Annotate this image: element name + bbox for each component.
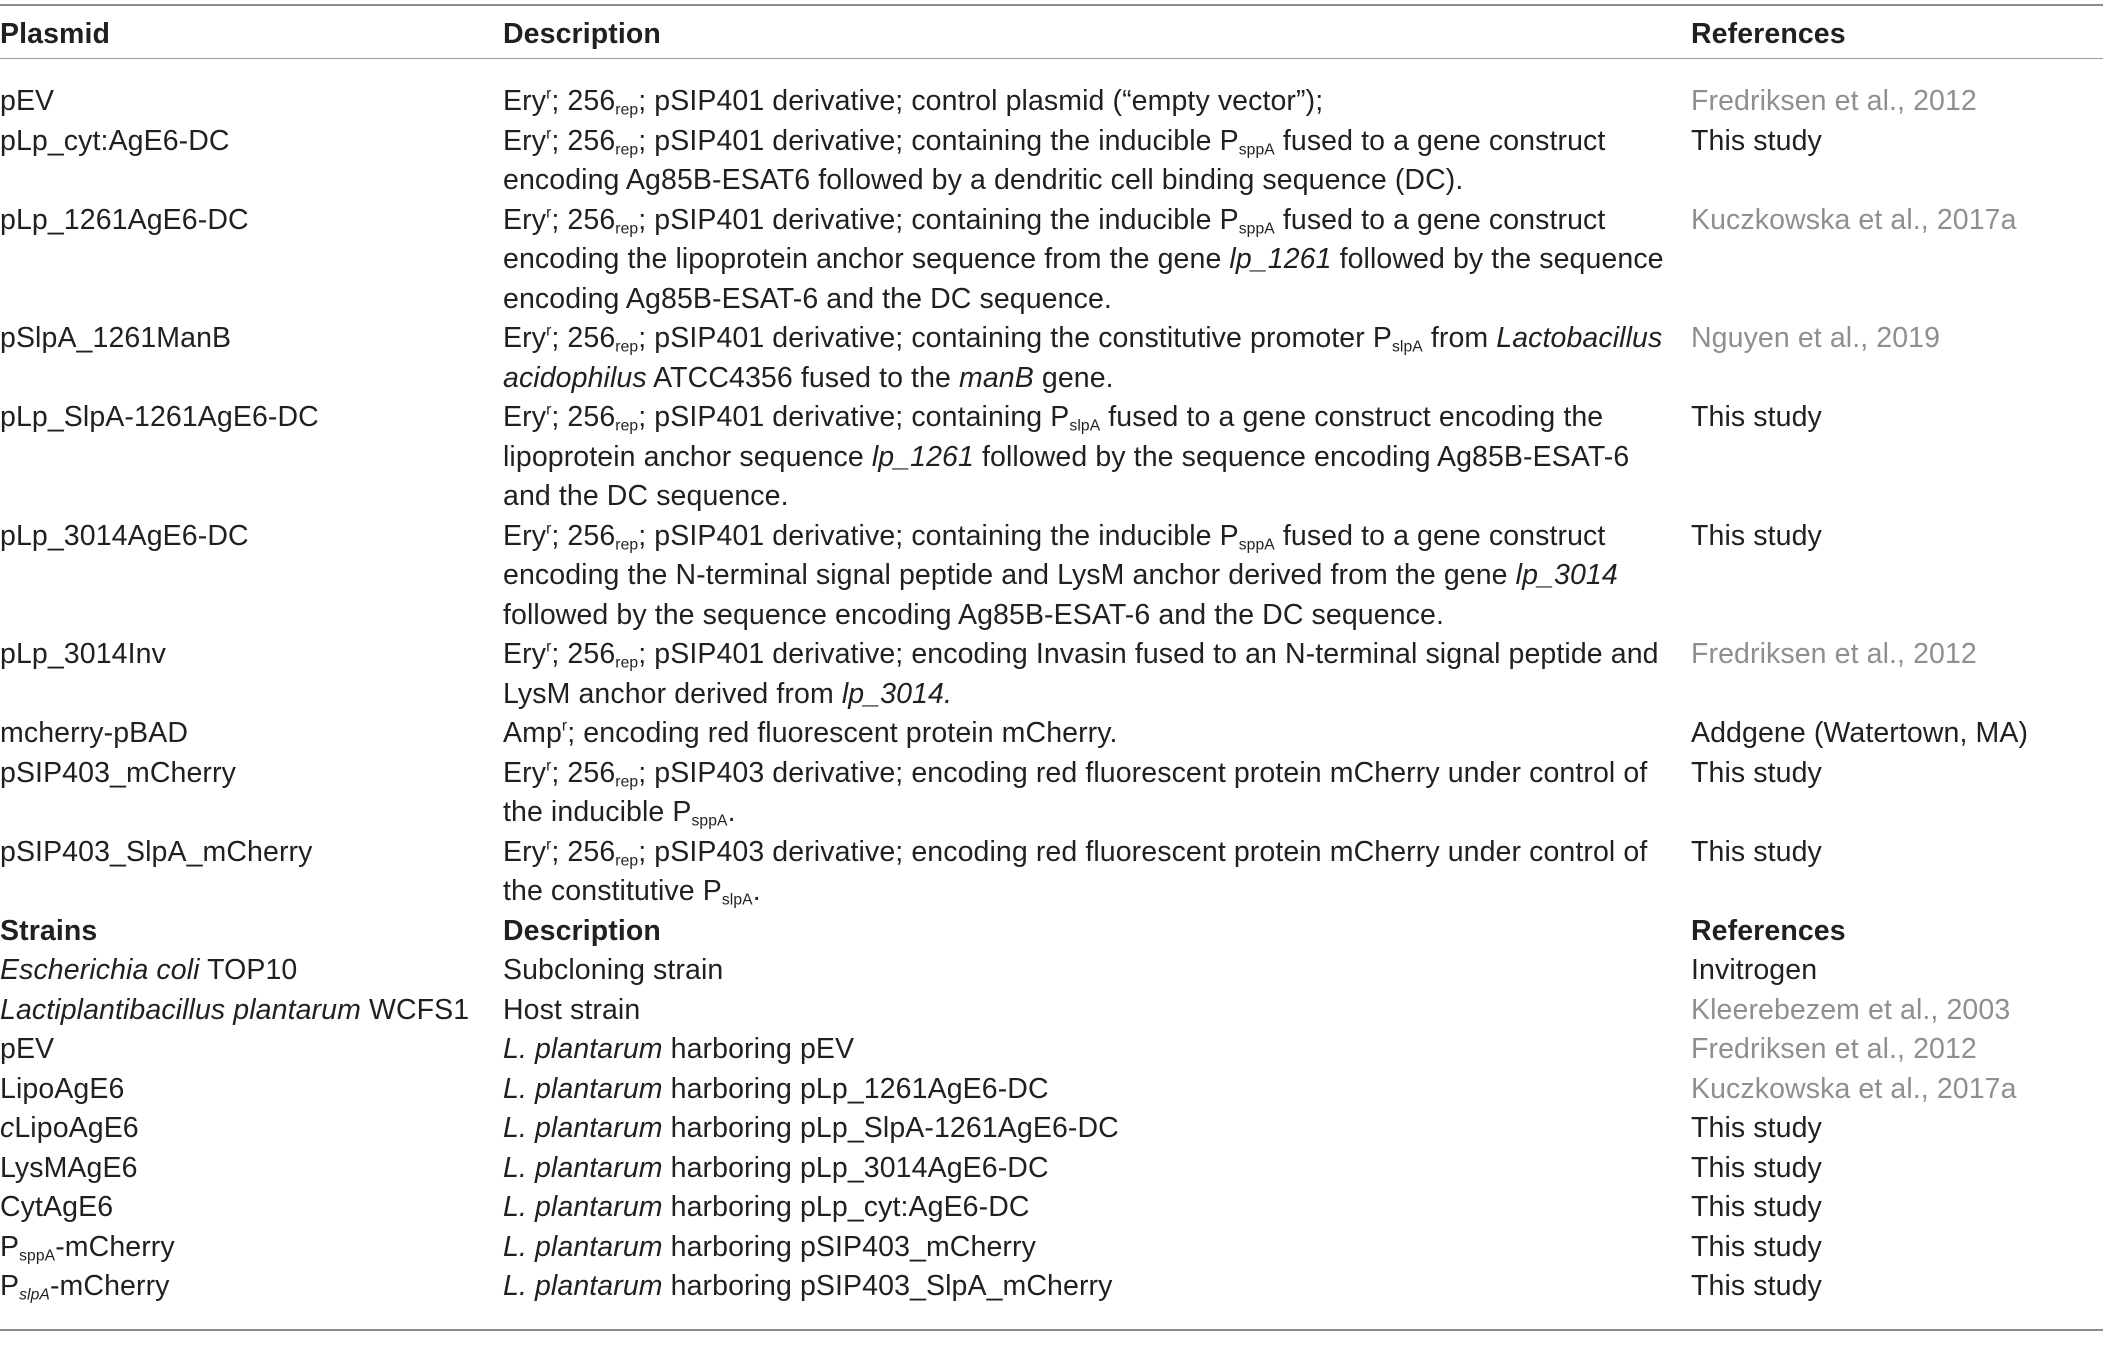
text-segment: lp_3014 bbox=[1515, 559, 1618, 591]
text-segment: pSlpA_1261ManB bbox=[0, 322, 232, 354]
text-segment: L. plantarum bbox=[503, 1230, 663, 1263]
text-segment: ; 256 bbox=[551, 638, 616, 670]
text-segment: r bbox=[546, 85, 552, 103]
text-segment: P bbox=[0, 1270, 20, 1302]
text-segment: fused to a gene construct encoding the lipoprotein anchor sequence from the gene bbox=[503, 203, 1606, 275]
text-segment: harboring pSIP403_mCherry bbox=[662, 1230, 1036, 1263]
text-segment: r bbox=[546, 124, 552, 142]
text-segment: r bbox=[546, 203, 552, 221]
plasmid-name bbox=[0, 319, 490, 359]
text-segment: ; pSIP401 derivative; containing the inducible P bbox=[638, 124, 1239, 157]
strain-name bbox=[0, 1188, 490, 1228]
reference-text: This study bbox=[1691, 835, 1822, 868]
text-segment: ; 256 bbox=[551, 322, 616, 354]
text-segment: r bbox=[546, 401, 552, 419]
text-segment: ; pSIP403 derivative; encoding red fluorescent protein mCherry under control of the inducible P bbox=[503, 756, 1648, 828]
text-segment: rep bbox=[615, 536, 639, 554]
text-segment: ; 256 bbox=[551, 519, 616, 552]
strain-name bbox=[0, 991, 490, 1031]
text-segment: pLp_3014AgE6-DC bbox=[0, 519, 249, 552]
text-segment: ; pSIP401 derivative; containing the inducible P bbox=[638, 519, 1239, 552]
text-segment: manB bbox=[959, 361, 1034, 394]
plasmid-description bbox=[503, 714, 1668, 754]
text-segment: Ery bbox=[503, 85, 547, 117]
plasmid-name bbox=[0, 754, 490, 794]
reference-text: This study bbox=[1691, 124, 1822, 157]
reference-text: This study bbox=[1691, 1230, 1822, 1263]
text-segment: followed by the sequence encoding Ag85B-ESAT-6 and the DC sequence. bbox=[503, 598, 1444, 631]
text-segment: Escherichia coli bbox=[0, 954, 200, 986]
plasmid-name bbox=[0, 122, 490, 162]
text-segment: sppA bbox=[1238, 536, 1275, 554]
text-segment: Ery bbox=[503, 401, 547, 433]
strain-description bbox=[503, 1188, 1668, 1228]
text-segment: sppA bbox=[1238, 220, 1275, 238]
plasmid-name bbox=[0, 517, 490, 557]
text-segment: fused to a gene construct encoding the lipoprotein anchor sequence bbox=[503, 401, 1604, 473]
plasmid-description bbox=[503, 635, 1668, 714]
text-segment: TOP10 bbox=[199, 954, 298, 986]
text-segment: slpA bbox=[1391, 338, 1423, 356]
text-segment: ATCC4356 fused to the bbox=[646, 361, 959, 394]
text-segment: ; pSIP401 derivative; containing the constitutive promoter P bbox=[638, 322, 1392, 354]
header-strain-references: References bbox=[1691, 914, 1846, 947]
strain-name bbox=[0, 1228, 490, 1268]
text-segment: L. plantarum bbox=[503, 1112, 663, 1144]
text-segment: pLp_1261AgE6-DC bbox=[0, 203, 249, 236]
strain-description bbox=[503, 951, 1668, 991]
text-segment: Ery bbox=[503, 203, 547, 236]
plasmid-name bbox=[0, 833, 490, 873]
text-segment: sppA bbox=[691, 812, 728, 830]
text-segment: ; pSIP403 derivative; encoding red fluorescent protein mCherry under control of the constitutive P bbox=[503, 835, 1648, 907]
text-segment: pLp_3014Inv bbox=[0, 638, 166, 670]
text-segment: ; 256 bbox=[551, 85, 616, 117]
text-segment: slpA bbox=[19, 1286, 50, 1304]
text-segment: ; 256 bbox=[551, 835, 616, 868]
text-segment: sppA bbox=[19, 1247, 56, 1265]
text-segment: ; 256 bbox=[551, 203, 616, 236]
text-segment: L. plantarum bbox=[503, 1072, 663, 1105]
plasmid-name bbox=[0, 201, 490, 241]
strain-description bbox=[503, 1267, 1668, 1307]
text-segment: followed by the sequence encoding Ag85B-ESAT-6 and the DC sequence. bbox=[503, 440, 1630, 512]
text-segment: pEV bbox=[0, 1033, 55, 1065]
text-segment: rep bbox=[615, 220, 639, 238]
reference-link[interactable]: Kuczkowska et al., 2017a bbox=[1691, 203, 2017, 236]
reference-link[interactable]: Kuczkowska et al., 2017a bbox=[1691, 1072, 2017, 1105]
text-segment: harboring pEV bbox=[662, 1033, 855, 1065]
text-segment: Ery bbox=[503, 124, 547, 157]
reference-link[interactable]: Fredriksen et al., 2012 bbox=[1691, 1033, 1977, 1065]
table-bottom-rule bbox=[0, 1329, 2103, 1331]
text-segment: . bbox=[727, 796, 736, 828]
strain-description bbox=[503, 1070, 1668, 1110]
text-segment: Ery bbox=[503, 322, 547, 354]
plasmid-name bbox=[0, 82, 490, 122]
text-segment: r bbox=[546, 638, 552, 656]
text-segment: followed by the sequence encoding Ag85B-ESAT-6 and the DC sequence. bbox=[503, 243, 1664, 315]
text-segment: mcherry-pBAD bbox=[0, 717, 189, 749]
text-segment: LipoAgE6 bbox=[0, 1072, 125, 1105]
text-segment: slpA bbox=[1069, 417, 1101, 435]
reference-link[interactable]: Fredriksen et al., 2012 bbox=[1691, 638, 1977, 670]
text-segment: lp_3014. bbox=[841, 677, 952, 710]
text-segment: rep bbox=[615, 101, 639, 119]
text-segment: ; 256 bbox=[551, 756, 616, 789]
strain-description bbox=[503, 1030, 1668, 1070]
strain-name bbox=[0, 1267, 490, 1307]
text-segment: ; pSIP401 derivative; encoding Invasin fused to an N-terminal signal peptide and LysM anchor derived from bbox=[503, 638, 1659, 710]
text-segment: pLp_SlpA-1261AgE6-DC bbox=[0, 401, 319, 433]
plasmid-description bbox=[503, 517, 1668, 636]
text-segment: harboring pLp_SlpA-1261AgE6-DC bbox=[662, 1112, 1119, 1144]
reference-text: This study bbox=[1691, 519, 1822, 552]
text-segment: -mCherry bbox=[49, 1270, 170, 1302]
text-segment: pLp_cyt:AgE6-DC bbox=[0, 124, 230, 157]
text-segment: pSIP403_SlpA_mCherry bbox=[0, 835, 313, 868]
text-segment: -mCherry bbox=[55, 1230, 175, 1263]
text-segment: r bbox=[546, 756, 552, 774]
header-references: References bbox=[1691, 18, 1846, 50]
text-segment: P bbox=[0, 1230, 20, 1263]
text-segment: harboring pLp_3014AgE6-DC bbox=[662, 1151, 1049, 1184]
plasmid-name bbox=[0, 635, 490, 675]
plasmid-description bbox=[503, 833, 1668, 912]
text-segment: CytAgE6 bbox=[0, 1191, 114, 1223]
text-segment: pEV bbox=[0, 85, 55, 117]
strain-name bbox=[0, 1109, 490, 1149]
text-segment: fused to a gene construct encoding the N-terminal signal peptide and LysM anchor derived from the gene bbox=[503, 519, 1606, 591]
text-segment: ; encoding red fluorescent protein mCherry. bbox=[567, 717, 1118, 749]
text-segment: Amp bbox=[503, 717, 562, 749]
text-segment: ; pSIP401 derivative; containing the inducible P bbox=[638, 203, 1239, 236]
text-segment: L. plantarum bbox=[503, 1191, 663, 1223]
text-segment: Ery bbox=[503, 756, 547, 789]
text-segment: r bbox=[546, 322, 552, 340]
text-segment: rep bbox=[615, 852, 639, 870]
text-segment: rep bbox=[615, 773, 639, 791]
strain-name bbox=[0, 1070, 490, 1110]
header-divider-rule bbox=[0, 58, 2103, 59]
reference-text: This study bbox=[1691, 756, 1822, 789]
text-segment: WCFS1 bbox=[360, 993, 470, 1026]
text-segment: pSIP403_mCherry bbox=[0, 756, 236, 789]
strain-description bbox=[503, 991, 1668, 1031]
strain-name bbox=[0, 1030, 490, 1070]
text-segment: Ery bbox=[503, 835, 547, 868]
header-strains: Strains bbox=[0, 914, 98, 947]
text-segment: rep bbox=[615, 417, 639, 435]
text-segment: r bbox=[561, 717, 568, 735]
header-strain-description: Description bbox=[503, 914, 661, 947]
plasmid-description bbox=[503, 398, 1668, 517]
text-segment: Lactobacillus acidophilus bbox=[503, 322, 1663, 394]
text-segment: Host strain bbox=[503, 993, 641, 1026]
strain-name bbox=[0, 1149, 490, 1189]
header-plasmid: Plasmid bbox=[0, 18, 110, 50]
reference-text: Invitrogen bbox=[1691, 954, 1818, 986]
text-segment: harboring pSIP403_SlpA_mCherry bbox=[662, 1270, 1113, 1302]
text-segment: fused to a gene construct encoding Ag85B-ESAT6 followed by a dendritic cell binding sequence (DC). bbox=[503, 124, 1606, 196]
text-segment: ; pSIP401 derivative; control plasmid (“empty vector”); bbox=[638, 85, 1324, 117]
text-segment: harboring pLp_1261AgE6-DC bbox=[662, 1072, 1049, 1105]
text-segment: L. plantarum bbox=[503, 1270, 663, 1302]
strain-description bbox=[503, 1228, 1668, 1268]
reference-link[interactable]: Fredriksen et al., 2012 bbox=[1691, 85, 1977, 117]
text-segment: L. plantarum bbox=[503, 1151, 663, 1184]
reference-text: This study bbox=[1691, 401, 1822, 433]
text-segment: slpA bbox=[721, 891, 753, 909]
text-segment: Subcloning strain bbox=[503, 954, 724, 986]
text-segment: lp_1261 bbox=[871, 440, 974, 473]
plasmid-description bbox=[503, 754, 1668, 833]
text-segment: . bbox=[752, 875, 761, 907]
text-segment: LipoAgE6 bbox=[14, 1112, 139, 1144]
reference-text: This study bbox=[1691, 1112, 1822, 1144]
text-segment: Ery bbox=[503, 638, 547, 670]
plasmid-description bbox=[503, 122, 1668, 201]
reference-link[interactable]: Nguyen et al., 2019 bbox=[1691, 322, 1941, 354]
text-segment: lp_1261 bbox=[1229, 243, 1332, 275]
text-segment: gene. bbox=[1033, 361, 1114, 394]
text-segment: sppA bbox=[1238, 141, 1275, 159]
text-segment: rep bbox=[615, 338, 639, 356]
text-segment: L. plantarum bbox=[503, 1033, 663, 1065]
text-segment: c bbox=[0, 1112, 15, 1144]
text-segment: Lactiplantibacillus plantarum bbox=[0, 993, 361, 1026]
text-segment: from bbox=[1422, 322, 1497, 354]
text-segment: ; pSIP401 derivative; containing P bbox=[638, 401, 1070, 433]
plasmid-description bbox=[503, 201, 1668, 320]
strain-name bbox=[0, 951, 490, 991]
text-segment: ; 256 bbox=[551, 401, 616, 433]
reference-text: Addgene (Watertown, MA) bbox=[1691, 717, 2029, 749]
text-segment: harboring pLp_cyt:AgE6-DC bbox=[662, 1191, 1030, 1223]
reference-text: This study bbox=[1691, 1151, 1822, 1184]
table-top-rule bbox=[0, 4, 2103, 6]
header-description: Description bbox=[503, 18, 661, 50]
strain-description bbox=[503, 1109, 1668, 1149]
plasmid-description bbox=[503, 319, 1668, 398]
plasmid-name bbox=[0, 398, 490, 438]
reference-text: This study bbox=[1691, 1270, 1822, 1302]
text-segment: Ery bbox=[503, 519, 547, 552]
strain-description bbox=[503, 1149, 1668, 1189]
text-segment: r bbox=[546, 519, 552, 537]
plasmid-name bbox=[0, 714, 490, 754]
text-segment: rep bbox=[615, 141, 639, 159]
text-segment: r bbox=[546, 835, 552, 853]
plasmid-description bbox=[503, 82, 1668, 122]
text-segment: LysMAgE6 bbox=[0, 1151, 138, 1184]
reference-link[interactable]: Kleerebezem et al., 2003 bbox=[1691, 993, 2011, 1026]
text-segment: ; 256 bbox=[551, 124, 616, 157]
reference-text: This study bbox=[1691, 1191, 1822, 1223]
text-segment: rep bbox=[615, 654, 639, 672]
